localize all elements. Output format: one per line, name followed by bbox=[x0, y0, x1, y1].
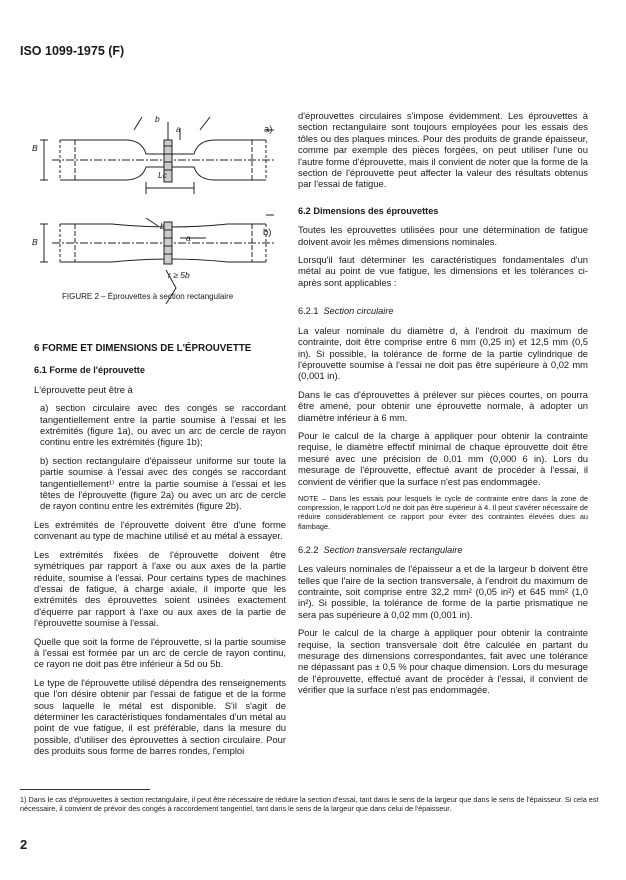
dim-a-a: a bbox=[176, 124, 181, 134]
figure-2-drawing bbox=[30, 100, 292, 315]
paragraph-extremities: Les extrémités de l'éprouvette doivent être d'une forme convenant au type de machine utilisé et au métal à essayer. bbox=[34, 518, 286, 542]
section-6-2-1-title bbox=[298, 306, 588, 317]
dim-a-b: a bbox=[186, 233, 191, 243]
paragraph-6-2-1-b: Dans le cas d'éprouvettes à prélever sur pièces courtes, on pourra être amené, pour obtenir une éprouvette normale, à adopter un diamètre inférieur à 6 mm. bbox=[298, 388, 588, 423]
dim-r: r ≥ 5b bbox=[168, 270, 190, 280]
dim-b-a: b bbox=[155, 114, 160, 124]
figure-caption: FIGURE 2 – Éprouvettes à section rectangulaire bbox=[62, 292, 234, 301]
specimen-b bbox=[40, 215, 276, 304]
section-6-2-1-label: Section circulaire bbox=[323, 306, 394, 317]
paragraph-item-b: b) section rectangulaire d'épaisseur uniforme sur toute la partie soumise à l'essai avec des congés se raccordant tangentiellement¹⁾ entre la partie soumise à l'essai et les têtes de l'éprouvette (figure 2a) ou avec un arc de cercle de rayon continu entre les extrémités (figure 2b). bbox=[40, 454, 286, 512]
section-6-1-title: 6.1 Forme de l'éprouvette bbox=[34, 365, 145, 376]
figure-label-b: b) bbox=[263, 227, 272, 238]
paragraph-6-2-b: Lorsqu'il faut déterminer les caractéristiques fondamentales d'un métal au point de vue fatigue, les dimensions et les tolérances ci-après sont applicables : bbox=[298, 254, 588, 288]
dim-Lc: Lc bbox=[158, 170, 167, 180]
paragraph-fixed-ends: Les extrémités fixées de l'éprouvette doivent être symétriques par rapport à l'axe ou aux axes de la partie réduite, soumise à l'essai. Pour certains types de machines d'essai de fatigue, à charge axiale, il importe que les extrémités des éprouvettes soient usinées exactement d'équerre par rapport à l'axe ou aux axes de la partie de l'éprouvette soumise à l'essai. bbox=[34, 548, 286, 629]
paragraph-6-2-2-b: Pour le calcul de la charge à appliquer pour obtenir la contrainte requise, la section transversale doit être calculée en partant du mesurage des dimensions correspondantes, fait avec une tolérance ne dépassant pas ± 0,5 % pour chaque dimension. Lors du mesurage de l'éprouvette, effectué avant de procéder à l'essai, il convient de vérifier que la surface n'est pas endommagée. bbox=[298, 627, 588, 696]
section-6-2-2-title bbox=[298, 545, 588, 556]
specimen-a bbox=[40, 117, 276, 194]
footnote-rule bbox=[20, 789, 150, 790]
figure-label-a: a) bbox=[264, 124, 273, 135]
paragraph-6-2-1-a: La valeur nominale du diamètre d, à l'endroit du maximum de contrainte, doit être comprise entre 6 mm (0,25 in) et 12,5 mm (0,5 in). Si possible, la tolérance de forme de la partie cylindrique de l'éprouvette soumise à l'essai ne doit pas être supérieure à 0,02 mm (0,001 in). bbox=[298, 324, 588, 382]
paragraph-6-2-2-a: Les valeurs nominales de l'épaisseur a et de la largeur b doivent être telles que l'aire de la section transversale, à l'endroit du maximum de contrainte, soit comprise entre 32,2 mm² (0,05 in²) et 645 mm² (1,0 in²). Si possible, la tolérance de forme de la partie prismatique ne sera pas supérieure à 0,02 mm (0,001 in). bbox=[298, 563, 588, 620]
dim-B-b: B bbox=[32, 237, 38, 247]
paragraph-shape: Quelle que soit la forme de l'éprouvette, si la partie soumise à l'essai est formée par un arc de cercle de rayon continu, ce rayon ne doit pas être inférieur à 5d ou 5b. bbox=[34, 635, 286, 670]
section-6-title: 6 FORME ET DIMENSIONS DE L'ÉPROUVETTE bbox=[34, 343, 252, 354]
left-column bbox=[34, 343, 286, 764]
footnote: 1) Dans le cas d'éprouvettes à section rectangulaire, il peut être nécessaire de réduire la section d'essai, tant dans le sens de la largeur que dans le sens de l'épaisseur. Si cela est nécessaire, il convient de prévoir des congés à raccordement tangentiel, tant dans le sens de la largeur que dans celui de l'épaisseur. bbox=[20, 795, 599, 814]
section-6-2-2-label: Section transversale rectangulaire bbox=[323, 544, 463, 555]
document-header: ISO 1099-1975 (F) bbox=[20, 44, 125, 58]
paragraph-intro: L'éprouvette peut être à bbox=[34, 383, 133, 395]
paragraph-6-2-1-c: Pour le calcul de la charge à appliquer pour obtenir la contrainte requise, le diamètre effectif minimal de chaque éprouvette doit être mesuré avec une précision de 0,01 mm (0,000 6 in). Lors du mesurage de l'éprouvette, effectué avant de procéder à l'essai, il convient de vérifier que la surface n'est pas endommagée. bbox=[298, 429, 588, 487]
note: NOTE – Dans les essais pour lesquels le cycle de contrainte entre dans la zone de compression, le rapport Lc/d ne doit pas être supérieur à 4. Il peut s'avérer nécessaire de réduire considérablement ce rapport pour éviter des contraintes élevées dues au flambage. bbox=[298, 493, 588, 531]
paragraph-type: Le type de l'éprouvette utilisé dépendra des renseignements que l'on désire obtenir par l'essai de fatigue et de la forme sous laquelle le métal est disponible. S'il s'agit de déterminer les caractéristiques fondamentales d'un métal au point de vue fatigue, il est préférable, dans la mesure du possible, d'utiliser des éprouvettes à section circulaire. Pour des produits sous forme de barres rondes, l'emploi bbox=[34, 676, 286, 757]
paragraph-6-2-a: Toutes les éprouvettes utilisées pour une détermination de fatigue doivent avoir les mêmes dimensions nominales. bbox=[298, 224, 588, 247]
section-6-2-1-number: 6.2.1 bbox=[298, 306, 319, 317]
section-6-2-2-number: 6.2.2 bbox=[298, 544, 319, 555]
right-column bbox=[298, 110, 588, 703]
section-6-2-title: 6.2 Dimensions des éprouvettes bbox=[298, 205, 439, 216]
paragraph-item-a: a) section circulaire avec des congés se raccordant tangentiellement entre la partie soumise à l'essai et les extrémités (figure 1a), ou avec un arc de cercle de rayon continu entre les extrémités (figure 1b); bbox=[40, 402, 286, 448]
page-number: 2 bbox=[20, 837, 28, 852]
dim-B-a: B bbox=[32, 143, 38, 153]
paragraph-continued: d'éprouvettes circulaires s'impose évidemment. Les éprouvettes à section rectangulaire sont toujours employées pour les essais des tôles ou des plaques minces. Pour des produits de grande épaisseur, comme par exemple des pièces forgées, on peut utiliser l'une ou l'autre forme d'éprouvette, mais il convient de noter que la forme de la section de l'éprouvette peut affecter la valeur des résultats obtenus par l'essai de fatigue. bbox=[298, 110, 588, 190]
dim-b-b: b bbox=[160, 221, 165, 231]
